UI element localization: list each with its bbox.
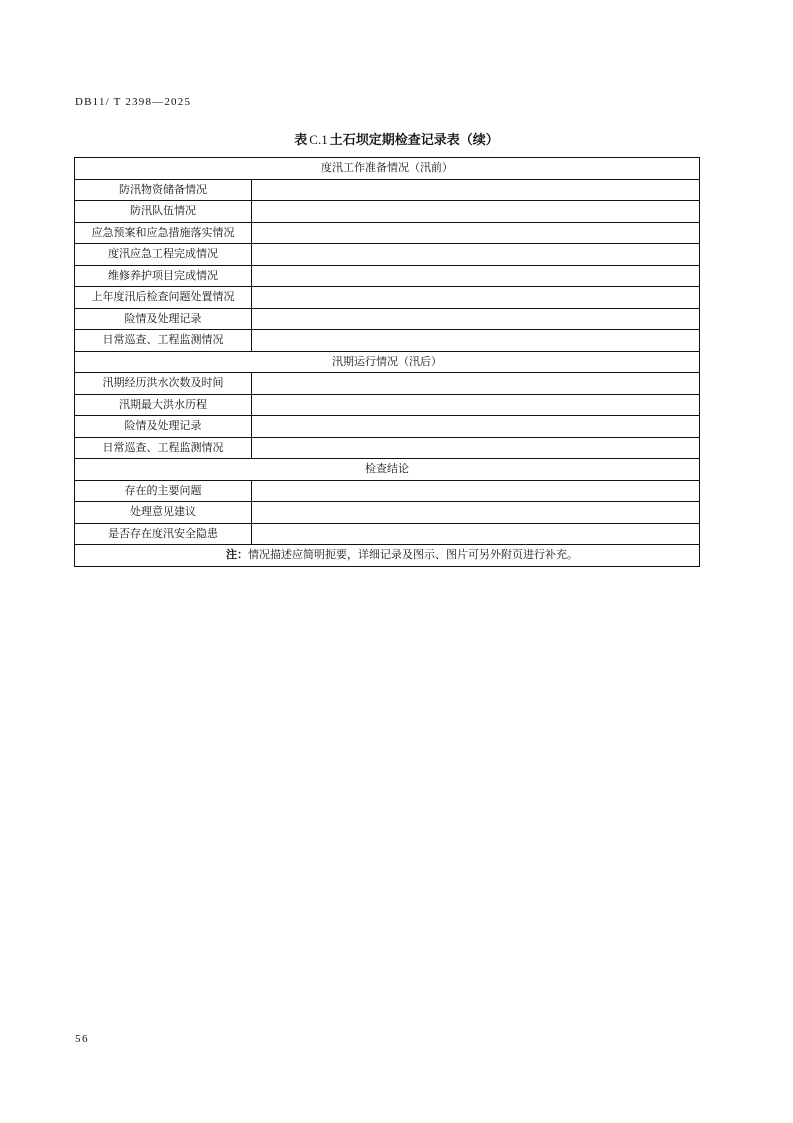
- section-heading: 检查结论: [75, 459, 700, 481]
- section-heading-row: [75, 459, 700, 481]
- row-label: 上年度汛后检查问题处置情况: [75, 287, 252, 309]
- table-row: [75, 308, 700, 330]
- note-prefix: 注：: [226, 548, 248, 562]
- row-label: 是否存在度汛安全隐患: [75, 523, 252, 545]
- table-row: [75, 394, 700, 416]
- table-note: [75, 545, 700, 567]
- section-heading: 度汛工作准备情况（汛前）: [75, 158, 700, 180]
- table-row: [75, 179, 700, 201]
- table-row: [75, 480, 700, 502]
- row-label: 汛期最大洪水历程: [75, 394, 252, 416]
- row-label: 防汛队伍情况: [75, 201, 252, 223]
- periodic-inspection-record-table: [74, 157, 700, 567]
- row-label: 日常巡查、工程监测情况: [75, 330, 252, 352]
- table-row: [75, 330, 700, 352]
- row-label: 存在的主要问题: [75, 480, 252, 502]
- row-label: 汛期经历洪水次数及时间: [75, 373, 252, 395]
- row-value[interactable]: [252, 308, 700, 330]
- row-value[interactable]: [252, 502, 700, 524]
- table-row: [75, 502, 700, 524]
- row-label: 维修养护项目完成情况: [75, 265, 252, 287]
- row-value[interactable]: [252, 201, 700, 223]
- table-row: [75, 437, 700, 459]
- row-value[interactable]: [252, 523, 700, 545]
- table-title-number: C.1: [309, 132, 328, 147]
- section-heading-row: [75, 158, 700, 180]
- section-heading-row: [75, 351, 700, 373]
- table-row: [75, 287, 700, 309]
- row-value[interactable]: [252, 416, 700, 438]
- standard-code: DB11/ T 2398—2025: [75, 96, 192, 108]
- page-number: 56: [75, 1033, 89, 1045]
- table-row: [75, 201, 700, 223]
- note-text: 情况描述应简明扼要，详细记录及图示、图片可另外附页进行补充。: [248, 548, 578, 562]
- table-row: [75, 244, 700, 266]
- row-label: 防汛物资储备情况: [75, 179, 252, 201]
- table-row: [75, 416, 700, 438]
- section-heading: 汛期运行情况（汛后）: [75, 351, 700, 373]
- row-label: 度汛应急工程完成情况: [75, 244, 252, 266]
- row-value[interactable]: [252, 437, 700, 459]
- row-label: 险情及处理记录: [75, 416, 252, 438]
- table-title: [0, 129, 793, 148]
- row-label: 应急预案和应急措施落实情况: [75, 222, 252, 244]
- row-value[interactable]: [252, 394, 700, 416]
- table-row: [75, 373, 700, 395]
- row-value[interactable]: [252, 373, 700, 395]
- table-row: [75, 523, 700, 545]
- row-value[interactable]: [252, 244, 700, 266]
- row-label: 日常巡查、工程监测情况: [75, 437, 252, 459]
- table-row: [75, 222, 700, 244]
- table-row: [75, 265, 700, 287]
- row-label: 险情及处理记录: [75, 308, 252, 330]
- row-value[interactable]: [252, 330, 700, 352]
- note-row: [75, 545, 700, 567]
- row-value[interactable]: [252, 480, 700, 502]
- row-value[interactable]: [252, 179, 700, 201]
- row-label: 处理意见建议: [75, 502, 252, 524]
- row-value[interactable]: [252, 265, 700, 287]
- table-title-name: 土石坝定期检查记录表（续）: [329, 133, 499, 148]
- table-title-prefix: 表: [294, 133, 308, 148]
- row-value[interactable]: [252, 222, 700, 244]
- row-value[interactable]: [252, 287, 700, 309]
